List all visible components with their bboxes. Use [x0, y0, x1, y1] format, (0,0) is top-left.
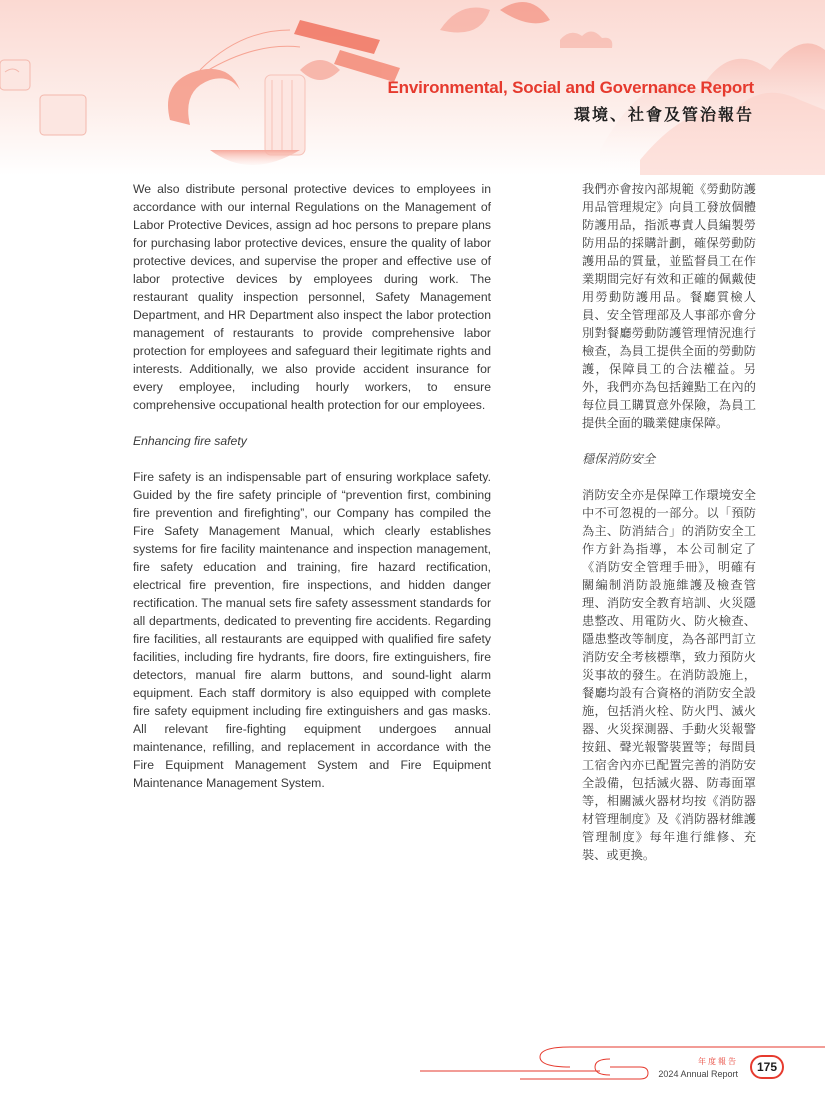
english-column — [133, 180, 491, 792]
annual-report-label-en: 2024 Annual Report — [658, 1069, 738, 1079]
annual-report-label-zh: 年度報告 — [698, 1057, 738, 1066]
section-heading-fire-safety-en: Enhancing fire safety — [133, 434, 247, 448]
chinese-column — [582, 180, 756, 864]
paragraph-protective-devices-en: We also distribute personal protective devices to employees in accordance with our internal Regulations on the Management of Labor Protective Devices, assign ad hoc persons to prepare plans for purchasing labor protective devices, ensure the quality of labor protective devices, and supervise the proper and effective use of labor protective devices by employees during work. The restaurant quality inspection personnel, Safety Management Department, and HR Department also inspect the labor protection management of restaurants to provide comprehensive labor protection for employees and safeguard their legitimate rights and interests. Additionally, we also provide accident insurance for every employee, including hourly workers, to ensure comprehensive occupational health protection for our employees. — [133, 182, 491, 412]
report-title-en: Environmental, Social and Governance Report — [387, 78, 754, 97]
footer-labels — [658, 1056, 738, 1080]
header-titles — [388, 78, 754, 125]
report-title-zh: 環境、社會及管治報告 — [573, 105, 754, 124]
paragraph-protective-devices-zh: 我們亦會按內部規範《勞動防護用品管理規定》向員工發放個體防護用品，指派專責人員編製勞防用品的採購計劃，確保勞動防護用品的質量，並監督員工在作業期間完好有效和正確的佩戴使用勞動防護用品。餐廳質檢人員、安全管理部及人事部亦會分別對餐廳勞動防護管理情況進行檢查，為員工提供全面的勞動防護，保障員工的合法權益。另外，我們亦為包括鐘點工在內的每位員工購買意外保險，為員工提供全面的職業健康保障。 — [582, 182, 756, 430]
paragraph-fire-safety-zh: 消防安全亦是保障工作環境安全中不可忽視的一部分。以「預防為主、防消結合」的消防安全工作方針為指導，本公司制定了《消防安全管理手冊》，明確有關編制消防設施維護及檢查管理、消防安全教育培訓、火災隱患整改、用電防火、防火檢查、隱患整改等制度，為各部門訂立消防安全考核標準，致力預防火災事故的發生。在消防設施上，餐廳均設有合資格的消防安全設施，包括消火栓、防火門、滅火器、火災探測器、手動火災報警按鈕、聲光報警裝置等；每間員工宿舍內亦已配置完善的消防安全設備，包括滅火器、防毒面罩等，相關滅火器材均按《消防器材管理制度》及《消防器材維護管理制度》每年進行維修、充裝、或更換。 — [582, 488, 756, 862]
page-number: 175 — [750, 1055, 784, 1079]
paragraph-fire-safety-en: Fire safety is an indispensable part of ensuring workplace safety. Guided by the fire safety principle of “prevention first, combining fire prevention and firefighting”, our Company has compiled the Fire Safety Management Manual, which clearly establishes systems for fire facility maintenance and inspection management, fire safety education and training, fire hazard rectification, electrical fire prevention, fire inspections, and hidden danger rectification. The manual sets fire safety assessment standards for all departments, dedicated to preventing fire accidents. Regarding fire facilities, all restaurants are equipped with qualified fire safety facilities, including fire hydrants, fire doors, fire extinguishers, fire detectors, manual fire alarm buttons, and sound-light alarm equipment. Each staff dormitory is also equipped with complete fire safety equipment including fire extinguishers and gas masks. All relevant fire-fighting equipment undergoes annual maintenance, refilling, and replacement in accordance with the Fire Equipment Management System and Fire Equipment Maintenance Management System. — [133, 470, 491, 790]
section-heading-fire-safety-zh: 穩保消防安全 — [582, 452, 656, 466]
